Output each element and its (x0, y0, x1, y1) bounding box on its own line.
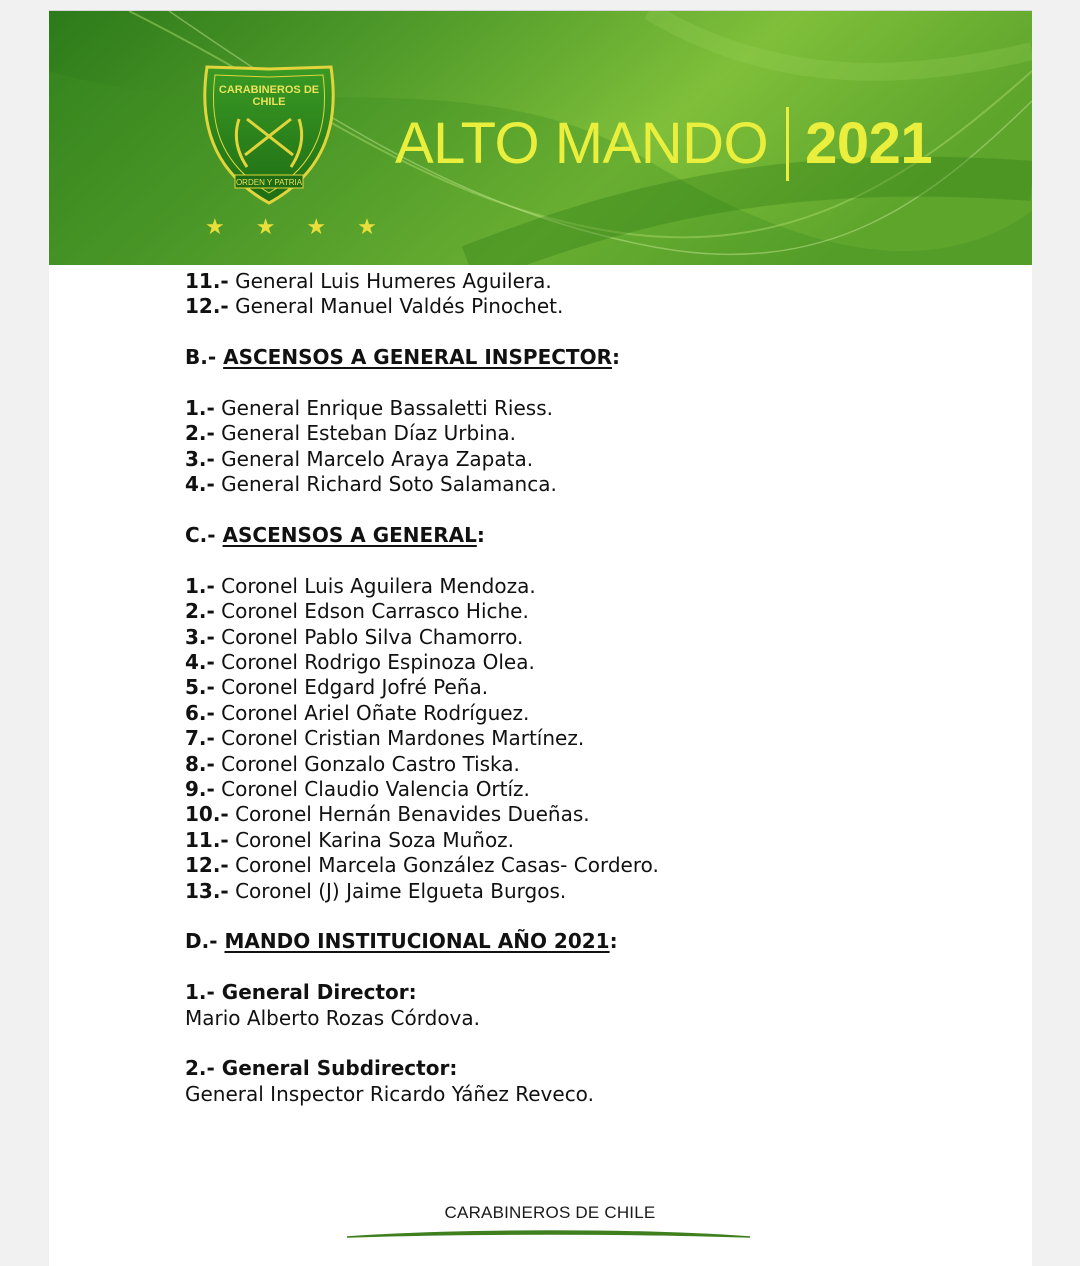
list-item: 4.- General Richard Soto Salamanca. (185, 472, 557, 497)
list-item: 5.- Coronel Edgard Jofré Peña. (185, 675, 489, 700)
section-heading-c: C.- ASCENSOS A GENERAL: (185, 523, 485, 548)
list-item: 11.- General Luis Humeres Aguilera. (185, 269, 552, 293)
svg-text:CARABINEROS DE: CARABINEROS DE (218, 84, 320, 96)
banner-title (395, 107, 932, 181)
section-heading-d: D.- MANDO INSTITUCIONAL AÑO 2021: (185, 929, 618, 954)
list-item: 9.- Coronel Claudio Valencia Ortíz. (185, 777, 530, 802)
list-item: 3.- Coronel Pablo Silva Chamorro. (185, 624, 524, 649)
footer-text: CARABINEROS DE CHILE (444, 1203, 656, 1222)
list-item: 4.- Coronel Rodrigo Espinoza Olea. (185, 650, 535, 675)
list-item: 12.- Coronel Marcela González Casas- Cordero. (185, 853, 659, 878)
list-b (185, 396, 1005, 498)
list-item: 7.- Coronel Cristian Mardones Martínez. (185, 726, 585, 751)
title-separator (786, 107, 789, 181)
list-item: 8.- Coronel Gonzalo Castro Tiska. (185, 751, 520, 776)
list-item: 1.- General Enrique Bassaletti Riess. (185, 396, 553, 420)
header-banner (49, 11, 1032, 265)
document-page (49, 10, 1032, 1266)
list-c (185, 574, 1005, 904)
list-item: 2.- General Esteban Díaz Urbina. (185, 421, 517, 446)
list-item: 6.- Coronel Ariel Oñate Rodríguez. (185, 700, 530, 725)
list-a-continued (185, 269, 1005, 320)
banner-title-text: ALTO MANDO (395, 111, 769, 176)
subdirector-name: General Inspector Ricardo Yáñez Reveco. (185, 1081, 594, 1106)
list-item: 10.- Coronel Hernán Benavides Dueñas. (185, 802, 590, 827)
subdirector-label: 2.- General Subdirector: (185, 1056, 458, 1081)
list-item: 12.- General Manuel Valdés Pinochet. (185, 294, 564, 319)
list-item: 3.- General Marcelo Araya Zapata. (185, 446, 534, 471)
document-body (185, 269, 1005, 1107)
banner-year: 2021 (805, 111, 933, 176)
director-label: 1.- General Director: (185, 980, 417, 1005)
svg-text:CHILE: CHILE (252, 96, 286, 108)
page-footer (345, 1203, 755, 1241)
footer-swoosh (345, 1227, 755, 1241)
list-item: 1.- Coronel Luis Aguilera Mendoza. (185, 573, 536, 598)
rank-stars: ★ ★ ★ ★ (205, 215, 389, 240)
svg-text:ORDEN Y PATRIA: ORDEN Y PATRIA (235, 178, 303, 187)
list-item: 2.- Coronel Edson Carrasco Hiche. (185, 599, 529, 624)
list-item: 13.- Coronel (J) Jaime Elgueta Burgos. (185, 878, 567, 903)
director-name: Mario Alberto Rozas Córdova. (185, 1005, 480, 1030)
section-heading-b: B.- ASCENSOS A GENERAL INSPECTOR: (185, 345, 620, 370)
list-item: 11.- Coronel Karina Soza Muñoz. (185, 827, 515, 852)
